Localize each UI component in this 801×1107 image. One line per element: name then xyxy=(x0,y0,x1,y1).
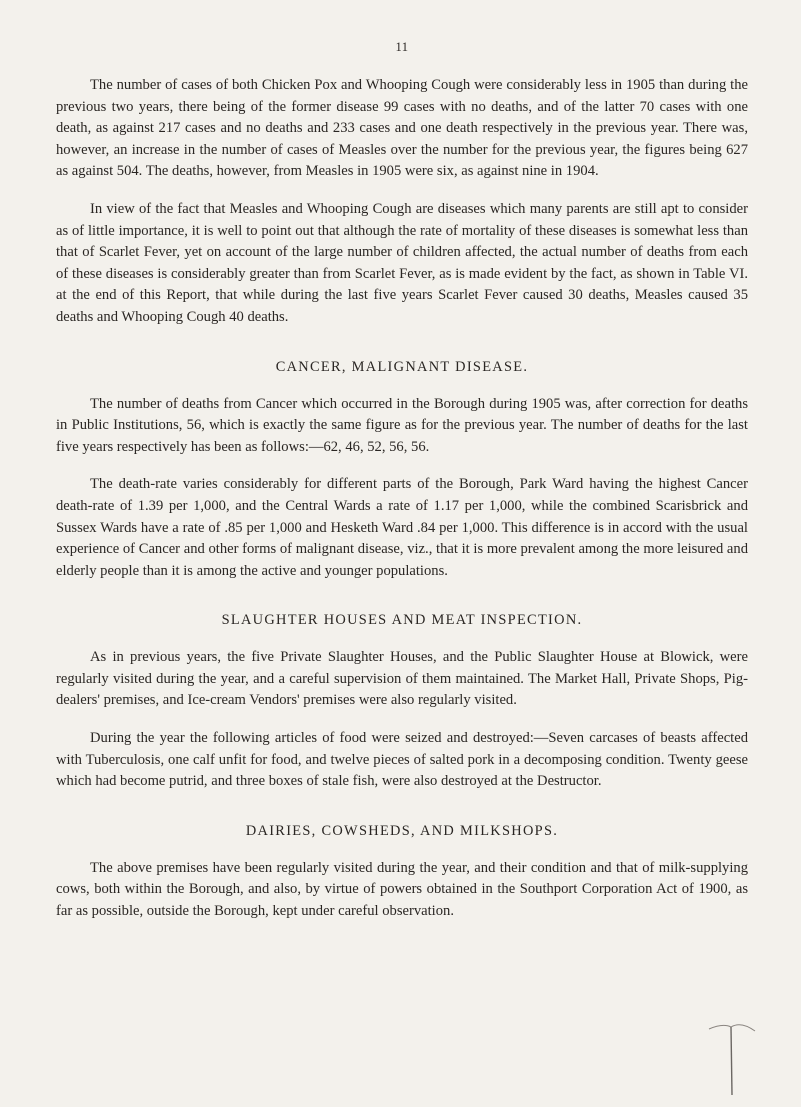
heading-slaughter-houses: SLAUGHTER HOUSES AND MEAT INSPECTION. xyxy=(221,612,583,629)
heading-cancer: CANCER, MALIGNANT DISEASE. xyxy=(275,358,529,375)
paragraph-slaughter-houses: As in previous years, the five Private Slaughter Houses, and the Public Slaughter House at Blowick, were regularly visited during the year, and a careful supervision of them maintained. The Market Hall, Private Shops, Pig-dealers' premises, and Ice-cream Vendors' premises were also regularly visited. xyxy=(56,649,748,709)
paragraph-cancer-death-rate: The death-rate varies considerably for different parts of the Borough, Park Ward having the highest Cancer death-rate of 1.39 per 1,000, and the Central Wards a rate of 1.17 per 1,000, while the combined Scarisbrick and Sussex Wards have a rate of .85 per 1,000 and Hesketh Ward .84 per 1,000. This difference is in accord with the usual experience of Cancer and other forms of malignant disease, viz., that it is more prevalent among the more leisured and elderly people than it is among the active and younger populations. xyxy=(56,476,748,579)
paragraph-food-seized: During the year the following articles of food were seized and destroyed:—Seven carcases of beasts affected with Tuberculosis, one calf unfit for food, and twelve pieces of salted pork in a decomposing condition. Twenty geese which had become putrid, and three boxes of stale fish, were also destroyed at the Destructor. xyxy=(56,730,748,790)
paragraph-measles-whooping-cough: In view of the fact that Measles and Whooping Cough are diseases which many parents are still apt to consider as of little importance, it is well to point out that although the rate of mortality of these diseases is somewhat less than that of Scarlet Fever, yet on account of the large number of children affected, the actual number of deaths from each of these diseases is considerably greater than from Scarlet Fever, as is made evident by the fact, as shown in Table VI. at the end of this Report, that while during the last five years Scarlet Fever caused 30 deaths, Measles caused 35 deaths and Whooping Cough 40 deaths. xyxy=(56,200,748,325)
heading-dairies: DAIRIES, COWSHEDS, AND MILKSHOPS. xyxy=(245,822,559,839)
page-number: 11 xyxy=(395,40,409,54)
paragraph-infectious-diseases: The number of cases of both Chicken Pox and Whooping Cough were considerably less in 1905 than during the previous two years, there being of the former disease 99 cases with no deaths, and of the latter 70 cases with one death, as against 217 cases and no deaths and 233 cases and one death respectively in the previous year. There was, however, an increase in the number of cases of Measles over the number for the previous year, the figures being 627 as against 504. The deaths, however, from Measles in 1905 were six, as against nine in 1904. xyxy=(56,77,748,180)
paragraph-dairies: The above premises have been regularly visited during the year, and their condition and that of milk-supplying cows, both within the Borough, and also, by virtue of powers obtained in the Southport Corporation Act of 1900, as far as possible, outside the Borough, kept under careful observation. xyxy=(56,859,748,920)
document-page xyxy=(56,40,748,939)
paragraph-cancer-deaths: The number of deaths from Cancer which occurred in the Borough during 1905 was, after correction for deaths in Public Institutions, 56, which is exactly the same figure as for the previous year. The number of deaths for the last five years respectively has been as follows:—62, 46, 52, 56, 56. xyxy=(56,395,748,455)
paper-crease-mark xyxy=(701,1019,761,1099)
